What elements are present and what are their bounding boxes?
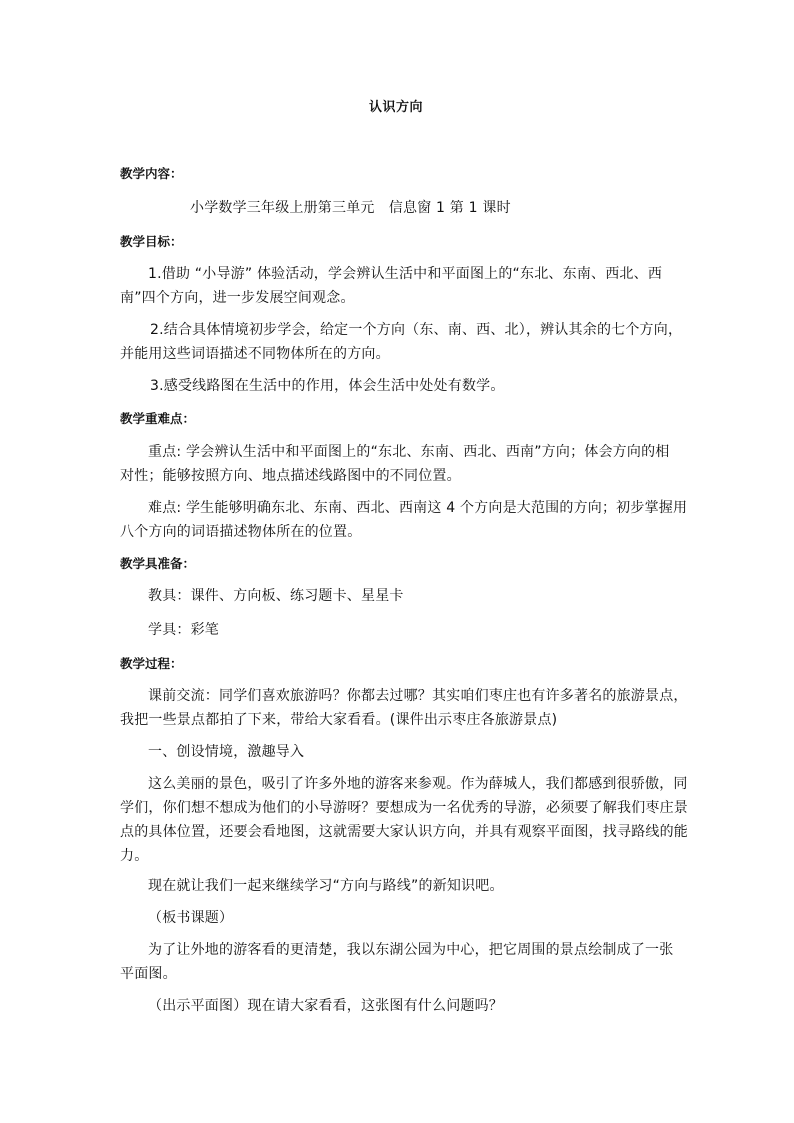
- pre-class-line-2: 我把一些景点都拍了下来，带给大家看看。(课件出示枣庄各旅游景点): [120, 712, 558, 728]
- key-point-line-2: 对性；能够按照方向、地点描述线路图中的不同位置。: [120, 468, 461, 484]
- paragraph-1-line-1: 这么美丽的景色，吸引了许多外地的游客来参观。作为薛城人，我们都感到很骄傲，同: [148, 776, 688, 792]
- difficulty-heading: 教学重难点：: [120, 411, 196, 426]
- goals-heading: 教学目标：: [120, 234, 183, 249]
- paragraph-1-line-3: 点的具体位置，还要会看地图，这就需要大家认识方向，并具有观察平面图，找寻路线的能: [120, 824, 688, 840]
- paragraph-4-line-2: 平面图。: [120, 966, 177, 982]
- process-heading: 教学过程：: [120, 656, 183, 671]
- paragraph-4-line-1: 为了让外地的游客看的更清楚，我以东湖公园为中心，把它周围的景点绘制成了一张: [148, 942, 674, 958]
- goal-3-line-1: 3.感受线路图在生活中的作用，体会生活中处处有数学。: [150, 378, 505, 394]
- paragraph-1-line-2: 学们，你们想不想成为他们的小导游呀？要想成为一名优秀的导游，必须要了解我们枣庄景: [120, 800, 688, 816]
- student-tools: 学具：彩笔: [148, 622, 219, 638]
- paragraph-1-line-4: 力。: [120, 848, 149, 864]
- goal-1-line-2: 南”四个方向，进一步发展空间观念。: [120, 290, 355, 306]
- goal-2-line-1: 2.结合具体情境初步学会，给定一个方向（东、南、西、北），辨认其余的七个方向，: [150, 322, 683, 338]
- content-text: 小学数学三年级上册第三单元 信息窗 1 第 1 课时: [190, 200, 511, 216]
- content-heading: 教学内容：: [120, 166, 183, 181]
- teacher-tools: 教具：课件、方向板、练习题卡、星星卡: [148, 588, 404, 604]
- section-1-heading: 一、创设情境，激趣导入: [148, 744, 305, 760]
- document-title: 认识方向: [369, 100, 424, 115]
- board-title-note: （板书课题）: [148, 910, 234, 926]
- difficult-point-line-2: 八个方向的词语描述物体所在的位置。: [120, 524, 362, 540]
- paragraph-5-line-1: （出示平面图）现在请大家看看，这张图有什么问题吗？: [148, 998, 503, 1014]
- pre-class-line-1: 课前交流：同学们喜欢旅游吗？你都去过哪？其实咱们枣庄也有许多著名的旅游景点，: [148, 688, 688, 704]
- key-point-line-1: 重点: 学会辨认生活中和平面图上的“东北、东南、西北、西南”方向；体会方向的相: [148, 444, 670, 460]
- goal-2-line-2: 并能用这些词语描述不同物体所在的方向。: [120, 346, 390, 362]
- materials-heading: 教学具准备：: [120, 556, 196, 571]
- goal-1-line-1: 1.借助 “小导游” 体验活动，学会辨认生活中和平面图上的“东北、东南、西北、西: [148, 266, 663, 282]
- paragraph-2-line-1: 现在就让我们一起来继续学习“方向与路线”的新知识吧。: [148, 878, 504, 894]
- difficult-point-line-1: 难点: 学生能够明确东北、东南、西北、西南这 4 个方向是大范围的方向；初步掌握用: [148, 500, 688, 516]
